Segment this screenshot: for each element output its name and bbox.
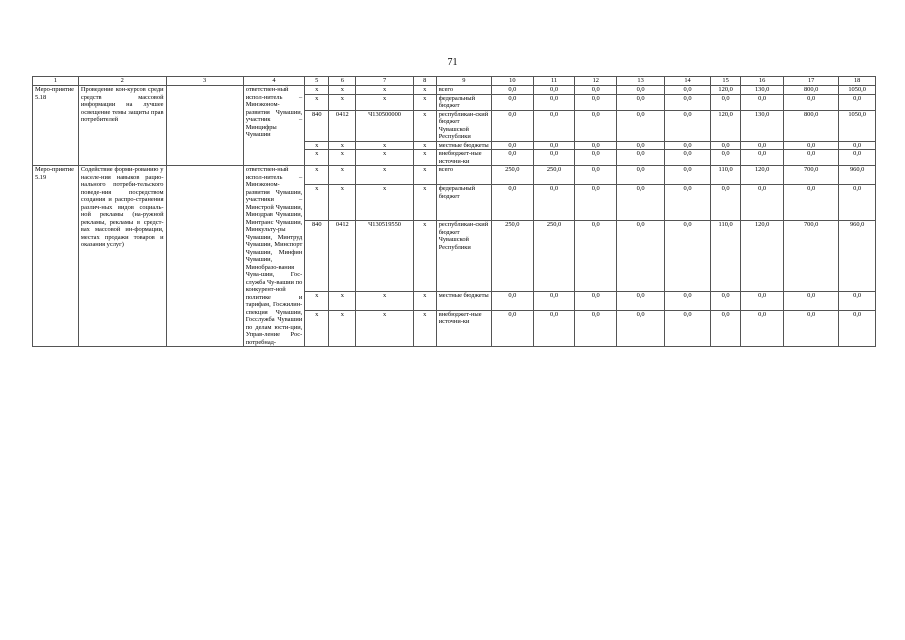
amount-cell: 0,0 — [665, 150, 711, 166]
amount-cell: 0,0 — [491, 291, 533, 310]
vr-cell: x — [413, 94, 436, 110]
amount-cell: 0,0 — [784, 150, 839, 166]
amount-cell: 0,0 — [665, 310, 711, 346]
rz-cell: x — [329, 291, 356, 310]
csr-cell: x — [356, 86, 413, 95]
measure-name: Содействие форми-рованию у населе-ния навыков рацио-нального потреби-тельского поведе-ния посредством создания и распро-странения различ-ных видов социаль-ной рекламы (на-ружной рекламы, рекламы в средст-вах массовой ин-формации, местах продажи товаров и оказания услуг) — [78, 166, 166, 347]
funding-source-cell: внебюджет-ные источни-ки — [436, 310, 491, 346]
amount-cell: 0,0 — [617, 291, 665, 310]
amount-cell: 0,0 — [533, 150, 575, 166]
grbs-cell: 840 — [305, 110, 329, 141]
amount-cell: 0,0 — [575, 185, 617, 221]
amount-cell: 0,0 — [617, 310, 665, 346]
amount-cell: 0,0 — [617, 86, 665, 95]
amount-cell: 0,0 — [491, 150, 533, 166]
header-cell: 4 — [243, 77, 305, 86]
amount-cell: 0,0 — [617, 141, 665, 150]
header-cell: 15 — [711, 77, 741, 86]
vr-cell: x — [413, 150, 436, 166]
amount-cell: 0,0 — [784, 141, 839, 150]
funding-source-cell: республикан-ский бюджет Чувашской Республики — [436, 221, 491, 291]
amount-cell: 130,0 — [741, 86, 784, 95]
amount-cell: 700,0 — [784, 221, 839, 291]
header-cell: 2 — [78, 77, 166, 86]
csr-cell: x — [356, 94, 413, 110]
amount-cell: 0,0 — [575, 141, 617, 150]
amount-cell: 0,0 — [711, 185, 741, 221]
header-cell: 16 — [741, 77, 784, 86]
amount-cell: 0,0 — [741, 185, 784, 221]
amount-cell: 0,0 — [617, 185, 665, 221]
amount-cell: 0,0 — [665, 141, 711, 150]
grbs-cell: x — [305, 166, 329, 185]
amount-cell: 960,0 — [839, 221, 876, 291]
header-cell: 6 — [329, 77, 356, 86]
header-cell: 9 — [436, 77, 491, 86]
amount-cell: 0,0 — [711, 150, 741, 166]
amount-cell: 0,0 — [617, 110, 665, 141]
amount-cell: 0,0 — [491, 94, 533, 110]
vr-cell: x — [413, 221, 436, 291]
amount-cell: 0,0 — [665, 291, 711, 310]
amount-cell: 0,0 — [575, 310, 617, 346]
amount-cell: 0,0 — [711, 94, 741, 110]
header-cell: 1 — [33, 77, 79, 86]
header-cell: 11 — [533, 77, 575, 86]
budget-table — [32, 76, 876, 347]
csr-cell: Ч130519550 — [356, 221, 413, 291]
amount-cell: 0,0 — [839, 150, 876, 166]
amount-cell: 0,0 — [533, 291, 575, 310]
amount-cell: 0,0 — [665, 221, 711, 291]
amount-cell: 0,0 — [575, 166, 617, 185]
amount-cell: 0,0 — [575, 86, 617, 95]
amount-cell: 120,0 — [711, 110, 741, 141]
amount-cell: 800,0 — [784, 110, 839, 141]
funding-source-cell: всего — [436, 86, 491, 95]
table-row — [33, 166, 876, 185]
amount-cell: 250,0 — [491, 166, 533, 185]
measure-code: Меро-приятие 5.19 — [33, 166, 79, 347]
csr-cell: x — [356, 291, 413, 310]
amount-cell: 960,0 — [839, 166, 876, 185]
rz-cell: x — [329, 141, 356, 150]
amount-cell: 0,0 — [491, 86, 533, 95]
amount-cell: 0,0 — [575, 291, 617, 310]
amount-cell: 800,0 — [784, 86, 839, 95]
responsible-cell — [166, 86, 243, 166]
amount-cell: 0,0 — [839, 291, 876, 310]
amount-cell: 0,0 — [741, 310, 784, 346]
amount-cell: 0,0 — [533, 110, 575, 141]
header-cell: 7 — [356, 77, 413, 86]
amount-cell: 0,0 — [784, 185, 839, 221]
csr-cell: x — [356, 166, 413, 185]
amount-cell: 0,0 — [839, 141, 876, 150]
amount-cell: 110,0 — [711, 166, 741, 185]
amount-cell: 0,0 — [665, 185, 711, 221]
grbs-cell: 840 — [305, 221, 329, 291]
amount-cell: 0,0 — [741, 150, 784, 166]
vr-cell: x — [413, 166, 436, 185]
funding-source-cell: местные бюджеты — [436, 291, 491, 310]
header-cell: 8 — [413, 77, 436, 86]
amount-cell: 0,0 — [784, 291, 839, 310]
amount-cell: 250,0 — [533, 221, 575, 291]
grbs-cell: x — [305, 185, 329, 221]
rz-cell: x — [329, 94, 356, 110]
measure-code: Меро-приятие 5.18 — [33, 86, 79, 166]
amount-cell: 1050,0 — [839, 86, 876, 95]
amount-cell: 0,0 — [617, 150, 665, 166]
amount-cell: 0,0 — [533, 185, 575, 221]
header-cell: 13 — [617, 77, 665, 86]
grbs-cell: x — [305, 86, 329, 95]
header-row — [33, 77, 876, 86]
amount-cell: 0,0 — [665, 166, 711, 185]
amount-cell: 0,0 — [533, 86, 575, 95]
header-cell: 5 — [305, 77, 329, 86]
header-cell: 17 — [784, 77, 839, 86]
amount-cell: 250,0 — [491, 221, 533, 291]
amount-cell: 0,0 — [711, 291, 741, 310]
vr-cell: x — [413, 86, 436, 95]
rz-cell: x — [329, 150, 356, 166]
grbs-cell: x — [305, 310, 329, 346]
csr-cell: x — [356, 150, 413, 166]
measure-name: Проведение кон-курсов среди средств массовой информации на лучшее освещение темы защиты прав потребителей — [78, 86, 166, 166]
amount-cell: 250,0 — [533, 166, 575, 185]
rz-cell: x — [329, 310, 356, 346]
header-cell: 3 — [166, 77, 243, 86]
vr-cell: x — [413, 291, 436, 310]
funding-source-cell: федеральный бюджет — [436, 185, 491, 221]
header-cell: 18 — [839, 77, 876, 86]
responsible-cell — [166, 166, 243, 347]
amount-cell: 0,0 — [784, 310, 839, 346]
amount-cell: 0,0 — [741, 141, 784, 150]
amount-cell: 0,0 — [839, 310, 876, 346]
amount-cell: 0,0 — [665, 110, 711, 141]
vr-cell: x — [413, 310, 436, 346]
vr-cell: x — [413, 110, 436, 141]
executor-cell: ответствен-ный испол-нитель – Минэконом-развития Чувашии, участник – Минцифры Чувашии — [243, 86, 305, 166]
amount-cell: 0,0 — [741, 94, 784, 110]
funding-source-cell: всего — [436, 166, 491, 185]
funding-source-cell: федеральный бюджет — [436, 94, 491, 110]
amount-cell: 0,0 — [784, 94, 839, 110]
grbs-cell: x — [305, 150, 329, 166]
amount-cell: 130,0 — [741, 110, 784, 141]
rz-cell: 0412 — [329, 110, 356, 141]
funding-source-cell: местные бюджеты — [436, 141, 491, 150]
csr-cell: x — [356, 141, 413, 150]
header-cell: 10 — [491, 77, 533, 86]
amount-cell: 0,0 — [617, 94, 665, 110]
amount-cell: 120,0 — [711, 86, 741, 95]
amount-cell: 0,0 — [839, 185, 876, 221]
amount-cell: 0,0 — [533, 141, 575, 150]
header-cell: 12 — [575, 77, 617, 86]
funding-source-cell: республикан-ский бюджет Чувашской Республики — [436, 110, 491, 141]
amount-cell: 110,0 — [711, 221, 741, 291]
amount-cell: 0,0 — [491, 310, 533, 346]
amount-cell: 0,0 — [491, 141, 533, 150]
header-cell: 14 — [665, 77, 711, 86]
vr-cell: x — [413, 185, 436, 221]
amount-cell: 1050,0 — [839, 110, 876, 141]
amount-cell: 0,0 — [741, 291, 784, 310]
amount-cell: 0,0 — [533, 94, 575, 110]
amount-cell: 0,0 — [575, 94, 617, 110]
amount-cell: 0,0 — [665, 86, 711, 95]
grbs-cell: x — [305, 94, 329, 110]
amount-cell: 0,0 — [665, 94, 711, 110]
amount-cell: 0,0 — [575, 150, 617, 166]
rz-cell: x — [329, 166, 356, 185]
csr-cell: x — [356, 185, 413, 221]
page-number: 71 — [447, 57, 458, 68]
rz-cell: x — [329, 185, 356, 221]
amount-cell: 0,0 — [617, 221, 665, 291]
amount-cell: 0,0 — [491, 110, 533, 141]
amount-cell: 0,0 — [617, 166, 665, 185]
funding-source-cell: внебюджет-ные источни-ки — [436, 150, 491, 166]
amount-cell: 120,0 — [741, 166, 784, 185]
amount-cell: 0,0 — [533, 310, 575, 346]
amount-cell: 120,0 — [741, 221, 784, 291]
amount-cell: 0,0 — [575, 110, 617, 141]
amount-cell: 0,0 — [711, 310, 741, 346]
rz-cell: x — [329, 86, 356, 95]
grbs-cell: x — [305, 291, 329, 310]
rz-cell: 0412 — [329, 221, 356, 291]
amount-cell: 700,0 — [784, 166, 839, 185]
amount-cell: 0,0 — [839, 94, 876, 110]
amount-cell: 0,0 — [711, 141, 741, 150]
executor-cell: ответствен-ный испол-нитель – Минэконом-развития Чувашии, участники – Минстрой Чувашии, Минздрав Чувашии, Минтранс Чувашии, Минкульту-ры Чувашии, Минтруд Чувашии, Минспорт Чувашии, Минфин Чувашии, Минобразо-вания Чува-шии, Гос-служба Чу-вашии по конкурент-ной политике и тарифам, Госжилин-спекция Чувашии, Госслужба Чувашии по делам юсти-ции, Управ-ление Рос-потребнад- — [243, 166, 305, 347]
amount-cell: 0,0 — [491, 185, 533, 221]
csr-cell: Ч130500000 — [356, 110, 413, 141]
csr-cell: x — [356, 310, 413, 346]
grbs-cell: x — [305, 141, 329, 150]
amount-cell: 0,0 — [575, 221, 617, 291]
vr-cell: x — [413, 141, 436, 150]
table-row — [33, 86, 876, 95]
